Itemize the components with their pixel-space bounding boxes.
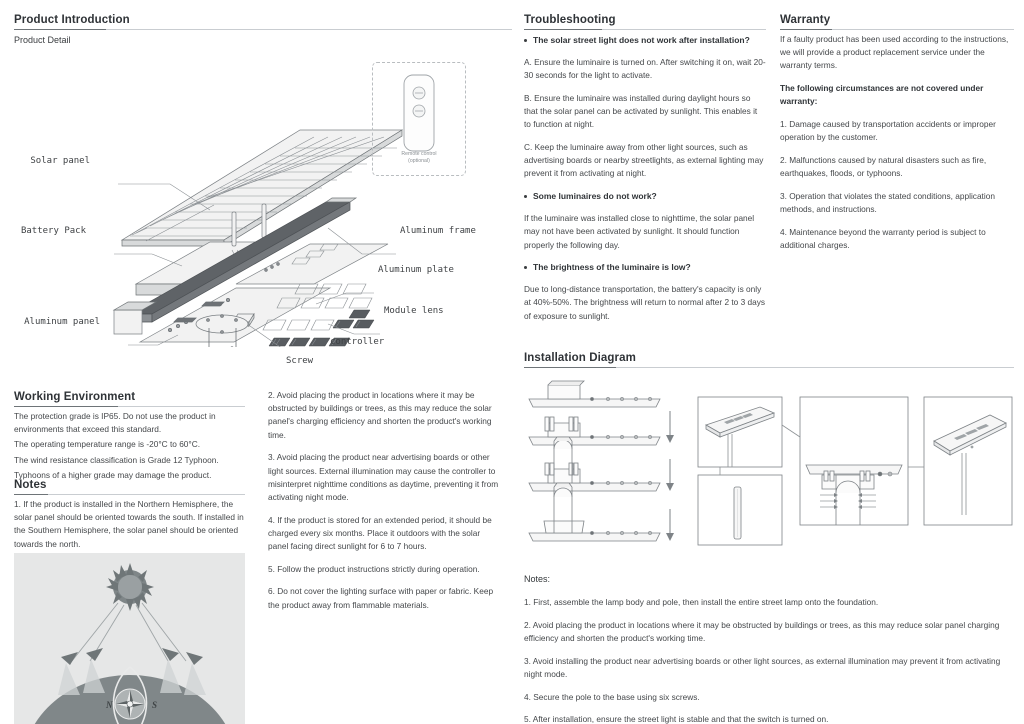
compass-north-label: N	[106, 700, 113, 710]
installation-note-item: 3. Avoid installing the product near advertising boards or other light sources, as external illumination may prevent it from activating night mode.	[524, 655, 1001, 680]
question-text: The solar street light does not work after installation?	[533, 35, 750, 45]
troubleshooting-question	[524, 190, 766, 203]
section-title: Installation Diagram	[524, 352, 636, 364]
remote-control-callout	[372, 62, 466, 176]
header-rule	[524, 29, 766, 31]
label-controller: controller	[330, 337, 385, 347]
detail-box-pole	[698, 475, 782, 545]
detail-box-lamp-head	[698, 397, 782, 467]
header-rule-dark	[780, 29, 832, 30]
remote-caption-line1: Remote control	[401, 151, 437, 157]
bullet-icon	[524, 266, 527, 269]
notes-item: 2. Avoid placing the product in locations where it may be obstructed by buildings or trees, as this may reduce the solar panel's charging efficiency and shorten the product's working time.	[268, 390, 492, 440]
assembly-step-4	[529, 483, 660, 541]
assembly-step-2	[529, 417, 660, 445]
section-title: Warranty	[780, 14, 831, 26]
troubleshooting-answer: Due to long-distance transportation, the battery's capacity is only at 40%-50%. The brightness will return to normal after 2 to 3 days of exposure to sunlight.	[524, 284, 766, 321]
troubleshooting-question	[524, 34, 766, 47]
section-header-troubleshooting	[524, 10, 766, 31]
question-text: The brightness of the luminaire is low?	[533, 262, 691, 273]
sun-orientation-illustration	[14, 553, 245, 724]
warranty-intro: If a faulty product has been used according to the instructions, we will provide a product replacement service under the warranty terms.	[780, 34, 1009, 71]
label-aluminum-frame: Aluminum frame	[400, 226, 476, 236]
section-title: Working Environment	[14, 391, 136, 403]
label-aluminum-plate: Aluminum plate	[378, 265, 454, 275]
sun-icon	[106, 563, 154, 611]
header-rule-dark	[524, 367, 616, 368]
troubleshooting-answer: C. Keep the luminaire away from other light sources, such as advertising boards or nearby streetlights, as external lighting may prevent it from activating at night.	[524, 142, 764, 179]
notes-item: 1. If the product is installed in the Northern Hemisphere, the solar panel should be oriented towards the south. If installed in the Southern Hemisphere, the solar panel should be oriented towards the north.	[14, 499, 244, 549]
troubleshooting-answer: If the luminaire was installed close to nighttime, the solar panel may not have been activated by sunlight. It should function properly the following day.	[524, 213, 755, 250]
header-rule	[780, 29, 1014, 31]
header-rule-dark	[14, 494, 48, 495]
label-battery-pack: Battery Pack	[20, 226, 86, 236]
troubleshooting-answer: A. Ensure the luminaire is turned on. After switching it on, wait 20-30 seconds for the light to activate.	[524, 57, 766, 81]
header-rule-dark	[524, 29, 602, 30]
warranty-body	[780, 33, 1014, 262]
question-text: Some luminaires do not work?	[533, 191, 657, 202]
working-environment-line: The protection grade is IP65. Do not use the product in environments that exceed this standard.	[14, 411, 216, 435]
header-rule-dark	[14, 29, 106, 30]
assembly-step-1	[529, 381, 660, 407]
working-environment-body	[14, 410, 245, 484]
working-environment-line: Typhoons of a higher grade may damage the product.	[14, 469, 212, 480]
section-title: Product Introduction	[14, 14, 130, 26]
troubleshooting-body	[524, 34, 766, 332]
remote-caption-line2: (optional)	[408, 158, 430, 164]
step-arrows	[666, 411, 674, 541]
notes-right-body	[268, 389, 500, 621]
remote-control-icon	[404, 75, 434, 151]
notes-item: 4. If the product is stored for an extended period, it should be charged every six months. Place it outdoors with the solar panel facing direct sunlight for 6 to 7 hours.	[268, 514, 492, 552]
section-header-working-environment	[14, 387, 245, 408]
working-environment-line: The operating temperature range is -20°C to 60°C.	[14, 439, 201, 450]
section-header-installation-diagram	[524, 348, 1014, 369]
troubleshooting-question	[524, 261, 766, 274]
compass-icon	[115, 689, 145, 719]
warranty-exclusions-heading: The following circumstances are not covered under warranty:	[780, 83, 984, 107]
section-title: Troubleshooting	[524, 14, 616, 26]
section-header-warranty	[780, 10, 1014, 31]
label-aluminum-panel: Aluminum panel	[24, 317, 100, 327]
label-screw: Screw	[286, 356, 314, 366]
installation-diagram-illustration	[524, 375, 1016, 565]
section-header-product-introduction	[14, 10, 512, 31]
warranty-exclusion-item: 4. Maintenance beyond the warranty period is subject to additional charges.	[780, 226, 986, 250]
product-detail-subtitle: Product Detail	[14, 35, 71, 45]
warranty-exclusion-item: 1. Damage caused by transportation accidents or improper operation by the customer.	[780, 119, 996, 143]
working-environment-line: The wind resistance classification is Grade 12 Typhoon.	[14, 454, 219, 465]
header-rule-light	[14, 494, 245, 495]
header-rule-dark	[14, 406, 118, 407]
notes-left-body	[14, 498, 245, 560]
installation-note-item: 2. Avoid placing the product in locations where it may be obstructed by buildings or trees, as this may reduce solar panel charging efficiency and shorten the product's working time.	[524, 619, 1000, 644]
label-module-lens: Module lens	[384, 306, 444, 316]
installation-note-item: 5. After installation, ensure the street light is stable and that the switch is turned on.	[524, 714, 829, 724]
notes-item: 5. Follow the product instructions strictly during operation.	[268, 563, 480, 574]
installation-note-item: 4. Secure the pole to the base using six screws.	[524, 691, 700, 702]
section-header-notes	[14, 475, 245, 496]
remote-control-caption	[373, 151, 465, 165]
header-rule	[14, 29, 512, 31]
installation-notes-body	[524, 573, 1016, 724]
installation-note-item: 1. First, assemble the lamp body and pole, then install the entire street lamp onto the foundation.	[524, 597, 879, 608]
section-title: Notes	[14, 479, 47, 491]
notes-item: 6. Do not cover the lighting surface with paper or fabric. Keep the product away from flammable materials.	[268, 586, 494, 610]
header-rule	[14, 494, 245, 496]
bullet-icon	[524, 39, 527, 42]
bullet-icon	[524, 195, 527, 198]
installation-notes-heading: Notes:	[524, 574, 551, 584]
warranty-exclusion-item: 2. Malfunctions caused by natural disasters such as fire, earthquakes, floods, or typhoons.	[780, 154, 987, 179]
notes-item: 3. Avoid placing the product near advertising boards or other light sources. External illumination may cause the controller to misinterpret nighttime conditions as daytime, preventing it from activating night mode.	[268, 452, 499, 502]
troubleshooting-answer: B. Ensure the luminaire was installed during daylight hours so that the solar panel can be activated by sunlight. This enables it to function at night.	[524, 92, 758, 130]
warranty-exclusion-item: 3. Operation that violates the stated conditions, application methods, and instructions.	[780, 190, 995, 215]
detail-box-finished-lamp	[924, 397, 1012, 525]
label-solar-panel: Solar panel	[30, 156, 90, 166]
header-rule	[14, 406, 245, 408]
compass-south-label: S	[152, 700, 158, 710]
detail-box-base-assembly	[800, 397, 908, 525]
header-rule	[524, 367, 1014, 369]
